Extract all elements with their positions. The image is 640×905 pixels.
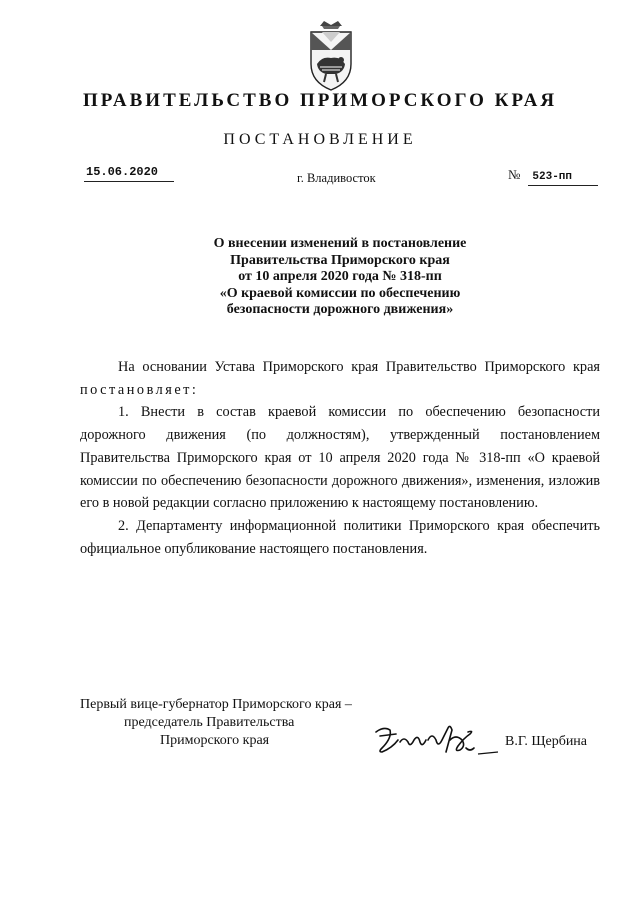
government-title: ПРАВИТЕЛЬСТВО ПРИМОРСКОГО КРАЯ: [82, 90, 558, 111]
document-city: г. Владивосток: [297, 171, 376, 185]
document-type: ПОСТАНОВЛЕНИЕ: [223, 131, 417, 148]
coat-of-arms-emblem: [300, 20, 362, 92]
subject-line: О внесении изменений в постановление: [213, 236, 467, 251]
signatory-position: [80, 696, 352, 750]
subject-line: безопасности дорожного движения»: [226, 302, 454, 318]
number-prefix: №: [508, 167, 521, 182]
intro-paragraph: [80, 356, 600, 401]
subject-line: Правительства Приморского края: [230, 252, 450, 268]
document-date: 15.06.2020: [84, 165, 174, 182]
position-line-2: председатель Правительства: [124, 715, 295, 730]
subject-line: от 10 апреля 2020 года № 318-пп: [238, 269, 442, 285]
intro-text: На основании Устава Приморского края Правительство Приморского края: [118, 359, 600, 375]
item-1-paragraph: 1. Внести в состав краевой комиссии по обеспечению безопасности дорожного движения (по должностям), утвержденный постановлением Правительства Приморского края от 10 апреля 2020 года № 318-пп «О краевой комиссии по обеспечению безопасности дорожного движения», изменения, изложив его в новой редакции согласно приложению к настоящему постановлению.: [80, 404, 600, 512]
number-value: 523-пп: [528, 171, 598, 186]
handwritten-signature: [370, 718, 500, 768]
position-line-3: Приморского края: [160, 733, 270, 748]
document-number: [508, 167, 598, 186]
position-line-1: Первый вице-губернатор Приморского края –: [80, 697, 352, 712]
document-subject: [0, 236, 640, 319]
intro-keyword: постановляет:: [80, 381, 199, 398]
document-body: [80, 356, 600, 560]
subject-line: «О краевой комиссии по обеспечению: [219, 285, 461, 301]
item-2-paragraph: 2. Департаменту информационной политики Приморского края обеспечить официальное опубликование настоящего постановления.: [80, 517, 600, 557]
signatory-name: В.Г. Щербина: [505, 734, 588, 749]
